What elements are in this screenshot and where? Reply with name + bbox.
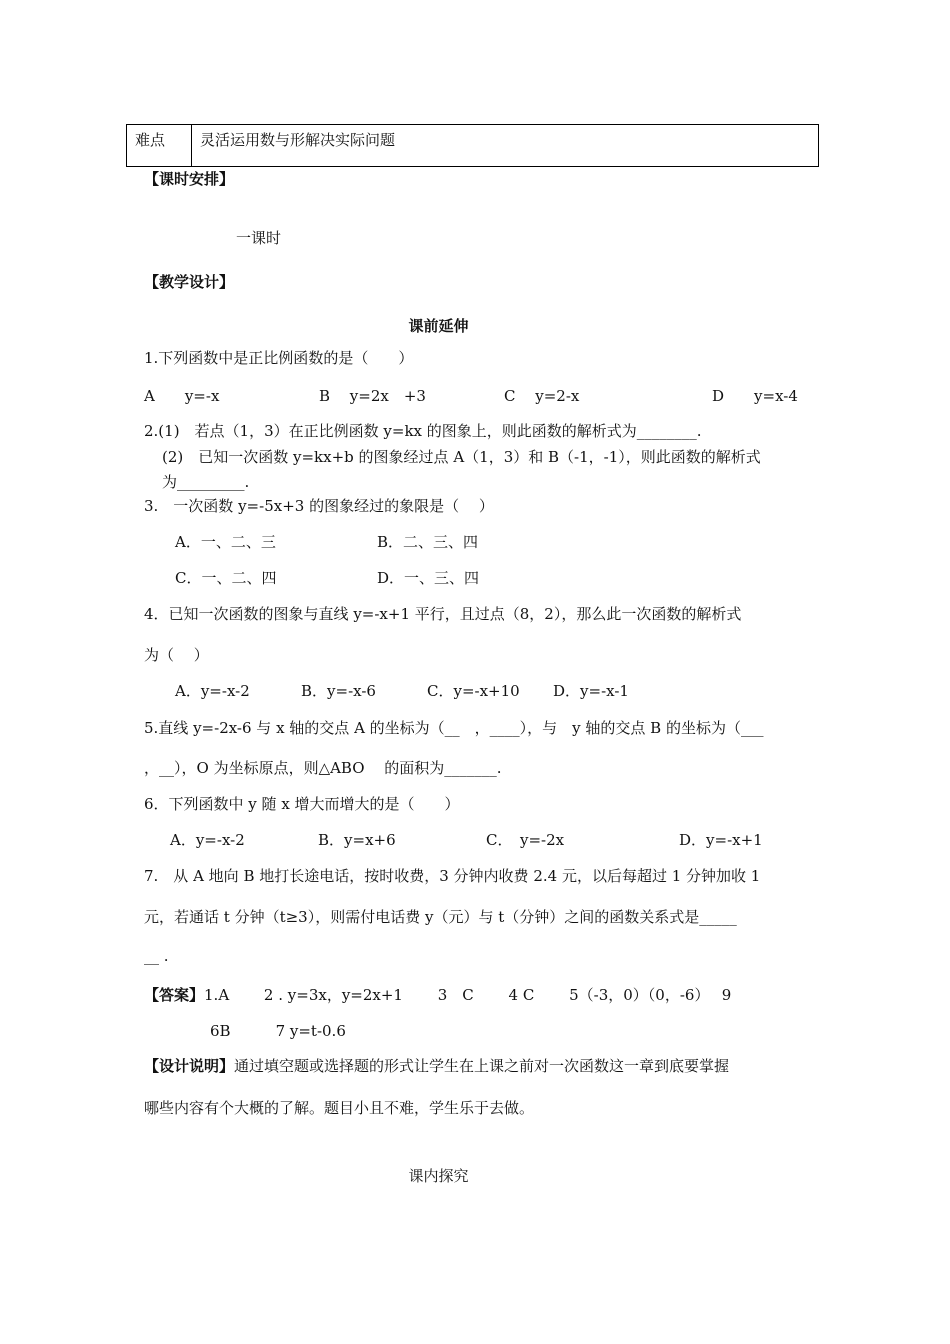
pre-class-title: 课前延伸 bbox=[408, 317, 469, 335]
q4-option-b: B．y=-x-6 bbox=[301, 682, 376, 700]
note-label: 【设计说明】 bbox=[144, 1057, 235, 1075]
q6-option-b: B．y=x+6 bbox=[318, 831, 396, 849]
q1-option-d: D y=x-4 bbox=[712, 387, 798, 405]
q6-stem: 6．下列函数中 y 随 x 增大而增大的是（ ） bbox=[144, 795, 460, 813]
in-class-title: 课内探究 bbox=[408, 1167, 469, 1185]
q1-option-b: B y=2x +3 bbox=[319, 387, 426, 405]
q5-line1: 5.直线 y=-2x-6 与 x 轴的交点 A 的坐标为（__ ，____），与 y 轴的交点 B 的坐标为（___ bbox=[144, 719, 764, 737]
q7-line2: 元，若通话 t 分钟（t≥3），则需付电话费 y（元）与 t（分钟）之间的函数关系式是_____ bbox=[144, 908, 737, 926]
q6-option-c: C． y=-2x bbox=[486, 831, 565, 849]
note-line2: 哪些内容有个大概的了解。题目小且不难，学生乐于去做。 bbox=[144, 1099, 535, 1117]
q2-part1: 2.(1) 若点（1，3）在正比例函数 y=kx 的图象上，则此函数的解析式为________. bbox=[144, 422, 702, 440]
difficulty-label: 难点 bbox=[127, 125, 192, 167]
q4-stem: 4．已知一次函数的图象与直线 y=-x+1 平行，且过点（8，2），那么此一次函数的解析式 bbox=[144, 605, 742, 623]
difficulty-row bbox=[127, 125, 819, 167]
q4-option-d: D．y=-x-1 bbox=[553, 682, 629, 700]
q2-part2: (2) 已知一次函数 y=kx+b 的图象经过点 A（1，3）和 B（-1，-1），则此函数的解析式 bbox=[162, 448, 761, 466]
q4-stem-cont: 为（ ） bbox=[144, 646, 209, 664]
note-block bbox=[144, 1055, 729, 1076]
q7-line1: 7. 从 A 地向 B 地打长途电话，按时收费，3 分钟内收费 2.4 元，以后每超过 1 分钟加收 1 bbox=[144, 867, 761, 885]
q6-option-a: A．y=-x-2 bbox=[170, 831, 245, 849]
difficulty-table bbox=[126, 124, 819, 167]
q3-option-c: C．一、二、四 bbox=[175, 569, 277, 587]
design-heading: 【教学设计】 bbox=[144, 273, 235, 291]
schedule-content: 一课时 bbox=[236, 229, 282, 247]
schedule-heading: 【课时安排】 bbox=[144, 170, 235, 188]
q2-part2-cont: 为_________. bbox=[162, 473, 250, 491]
answer-label: 【答案】 bbox=[144, 986, 205, 1004]
answer-block bbox=[144, 984, 731, 1005]
note-line1: 通过填空题或选择题的形式让学生在上课之前对一次函数这一章到底要掌握 bbox=[234, 1057, 730, 1075]
q3-stem: 3. 一次函数 y=-5x+3 的图象经过的象限是（ ） bbox=[144, 497, 494, 515]
q4-option-c: C．y=-x+10 bbox=[427, 682, 520, 700]
q3-option-d: D．一、三、四 bbox=[377, 569, 480, 587]
q4-option-a: A．y=-x-2 bbox=[175, 682, 250, 700]
difficulty-content: 灵活运用数与形解决实际问题 bbox=[192, 125, 819, 167]
answer-line2: 6B 7 y=t-0.6 bbox=[210, 1022, 346, 1040]
q3-option-a: A．一、二、三 bbox=[175, 533, 276, 551]
q6-option-d: D．y=-x+1 bbox=[679, 831, 763, 849]
answer-line1: 1.A 2 . y=3x，y=2x+1 3 C 4 C 5（-3，0）（0，-6） 9 bbox=[204, 986, 732, 1004]
q3-option-b: B．二、三、四 bbox=[377, 533, 479, 551]
q5-line2: ，__），O 为坐标原点，则△ABO 的面积为_______. bbox=[144, 759, 502, 777]
q7-line3: __ . bbox=[144, 947, 169, 965]
q1-option-c: C y=2-x bbox=[504, 387, 580, 405]
q1-option-a: A y=-x bbox=[144, 387, 220, 405]
q1-stem: 1.下列函数中是正比例函数的是（ ） bbox=[144, 349, 414, 367]
